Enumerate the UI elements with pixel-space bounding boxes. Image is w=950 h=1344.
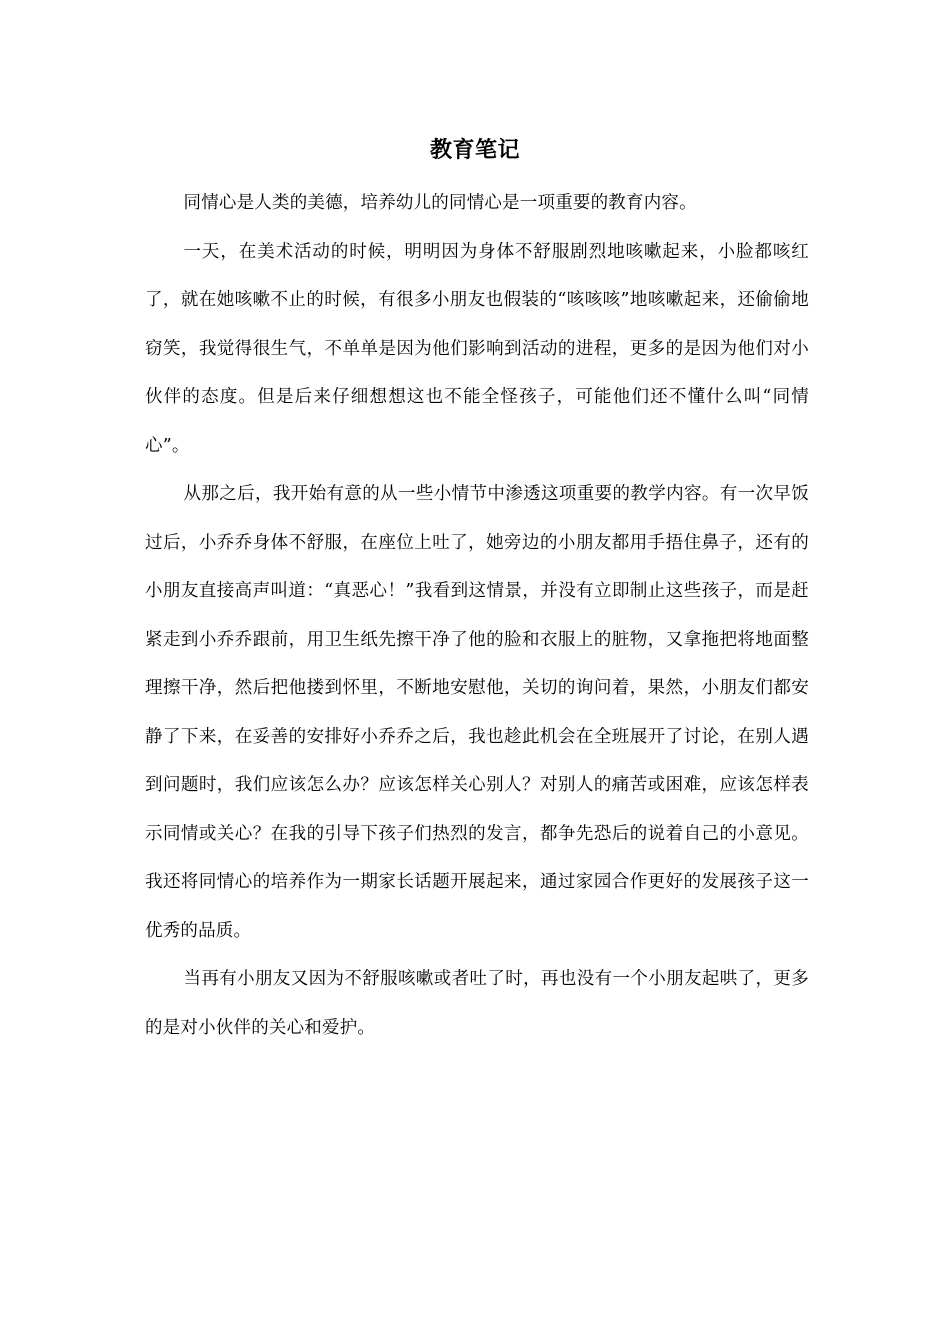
document-body: [145, 179, 809, 1052]
document-title: 教育笔记: [429, 138, 520, 163]
paragraph-4: 当再有小朋友又因为不舒服咳嗽或者吐了时，再也没有一个小朋友起哄了，更多的是对小伙伴的关心和爱护。: [145, 969, 809, 1038]
paragraph-1: 同情心是人类的美德，培养幼儿的同情心是一项重要的教育内容。: [183, 193, 697, 213]
paragraph-3: 从那之后，我开始有意的从一些小情节中渗透这项重要的教学内容。有一次早饭过后，小乔乔身体不舒服，在座位上吐了，她旁边的小朋友都用手捂住鼻子，还有的小朋友直接高声叫道：“真恶心！”我看到这情景，并没有立即制止这些孩子，而是赶紧走到小乔乔跟前，用卫生纸先擦干净了他的脸和衣服上的脏物，又拿拖把将地面整理擦干净，然后把他搂到怀里，不断地安慰他，关切的询问着，果然，小朋友们都安静了下来，在妥善的安排好小乔乔之后，我也趁此机会在全班展开了讨论，在别人遇到问题时，我们应该怎么办？应该怎样关心别人？对别人的痛苦或困难，应该怎样表示同情或关心？在我的引导下孩子们热烈的发言，都争先恐后的说着自己的小意见。我还将同情心的培养作为一期家长话题开展起来，通过家园合作更好的发展孩子这一优秀的品质。: [145, 484, 809, 941]
paragraph-2: 一天，在美术活动的时候，明明因为身体不舒服剧烈地咳嗽起来，小脸都咳红了，就在她咳嗽不止的时候，有很多小朋友也假装的“咳咳咳”地咳嗽起来，还偷偷地窃笑，我觉得很生气，不单单是因为他们影响到活动的进程，更多的是因为他们对小伙伴的态度。但是后来仔细想想这也不能全怪孩子，可能他们还不懂什么叫“同情心”。: [145, 241, 809, 456]
